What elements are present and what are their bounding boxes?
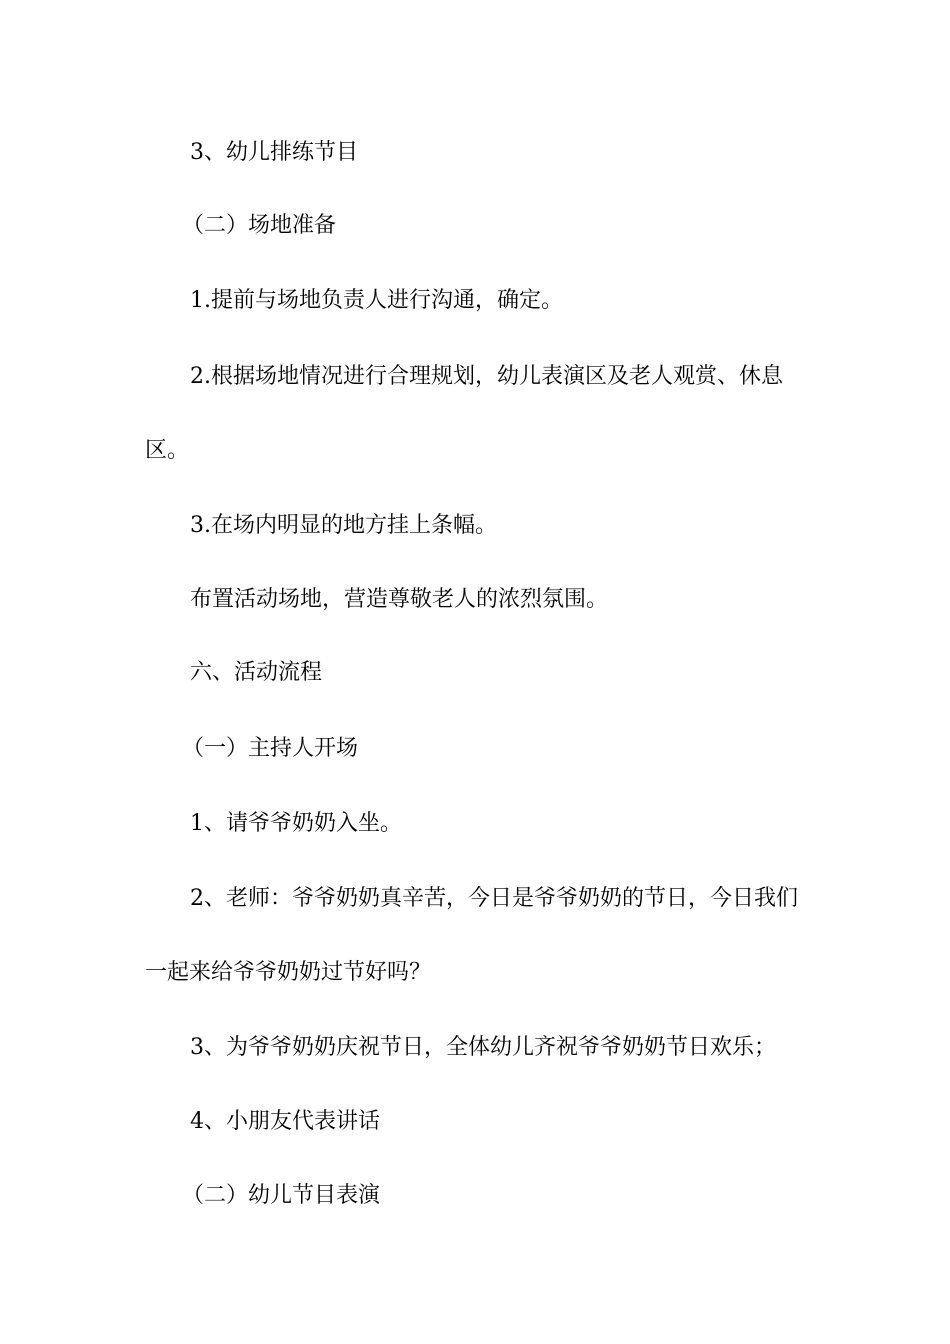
text-line-12: 一起来给爷爷奶奶过节好吗？ [145,960,432,985]
section-heading-performances: （二）幼儿节目表演 [182,1183,381,1208]
text-line-6: 3.在场内明显的地方挂上条幅。 [190,513,497,538]
text-line-4: 2.根据场地情况进行合理规划，幼儿表演区及老人观赏、休息 [190,364,783,389]
section-heading-host-opening: （一）主持人开场 [182,736,359,761]
section-heading-activity-flow: 六、活动流程 [190,660,323,685]
section-heading-venue-prep: （二）场地准备 [182,213,337,238]
text-line-5: 区。 [145,438,190,463]
text-line-10: 1、请爷爷奶奶入坐。 [190,811,402,836]
text-line-1: 3、幼儿排练节目 [190,140,358,165]
text-line-7: 布置活动场地，营造尊敬老人的浓烈氛围。 [190,587,609,612]
text-line-13: 3、为爷爷奶奶庆祝节日，全体幼儿齐祝爷爷奶奶节日欢乐； [190,1035,776,1060]
text-line-11: 2、老师：爷爷奶奶真辛苦，今日是爷爷奶奶的节日，今日我们 [190,886,798,911]
text-line-3: 1.提前与场地负责人进行沟通，确定。 [190,288,563,313]
text-line-14: 4、小朋友代表讲话 [190,1109,380,1134]
